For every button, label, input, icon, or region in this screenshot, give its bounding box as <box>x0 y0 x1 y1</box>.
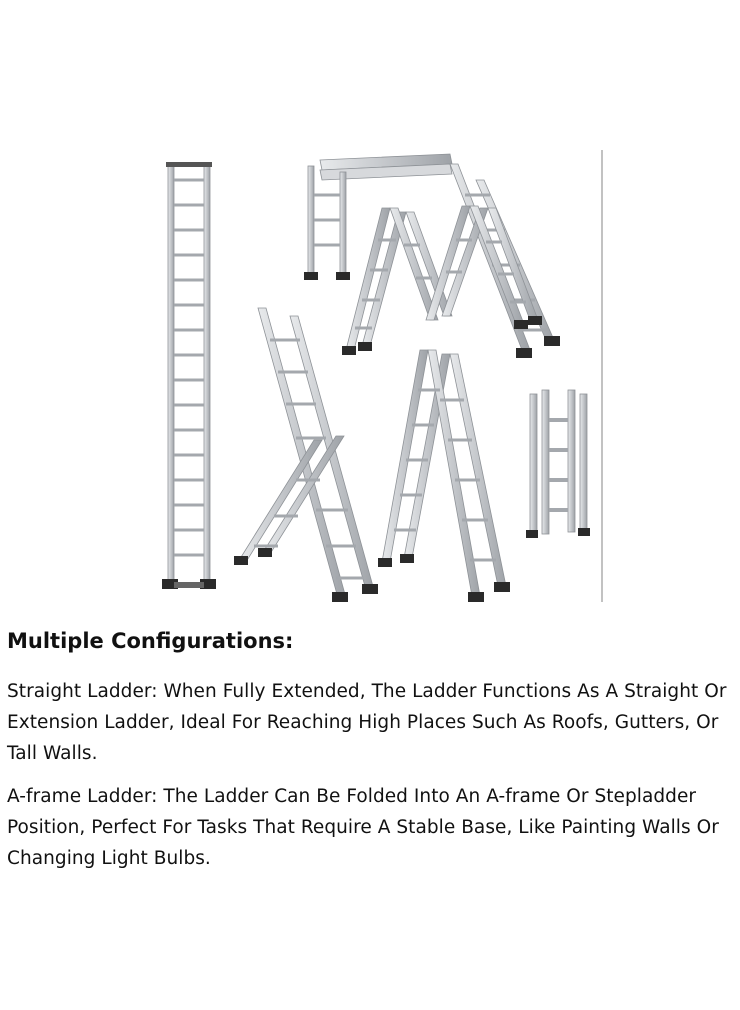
zigzag-ladder-illustration <box>342 206 542 355</box>
leaning-ladder-illustration <box>234 308 378 602</box>
configurations-section <box>7 626 733 886</box>
a-frame-ladder-paragraph: A-frame Ladder: The Ladder Can Be Folded Into An A-frame Or Stepladder Position, Perfect For Tasks That Require A Stable Base, Like Painting Walls Or Changing Light Bulbs. <box>7 786 719 869</box>
ladder-configurations-image <box>150 150 610 610</box>
straight-ladder-paragraph: Straight Ladder: When Fully Extended, The Ladder Functions As A Straight Or Extension Ladder, Ideal For Reaching High Places Such As Roofs, Gutters, Or Tall Walls. <box>7 681 727 764</box>
straight-ladder-illustration <box>162 162 216 589</box>
folded-ladder-illustration <box>526 390 590 538</box>
a-frame-ladder-illustration <box>378 350 510 602</box>
section-heading: Multiple Configurations: <box>7 629 294 653</box>
